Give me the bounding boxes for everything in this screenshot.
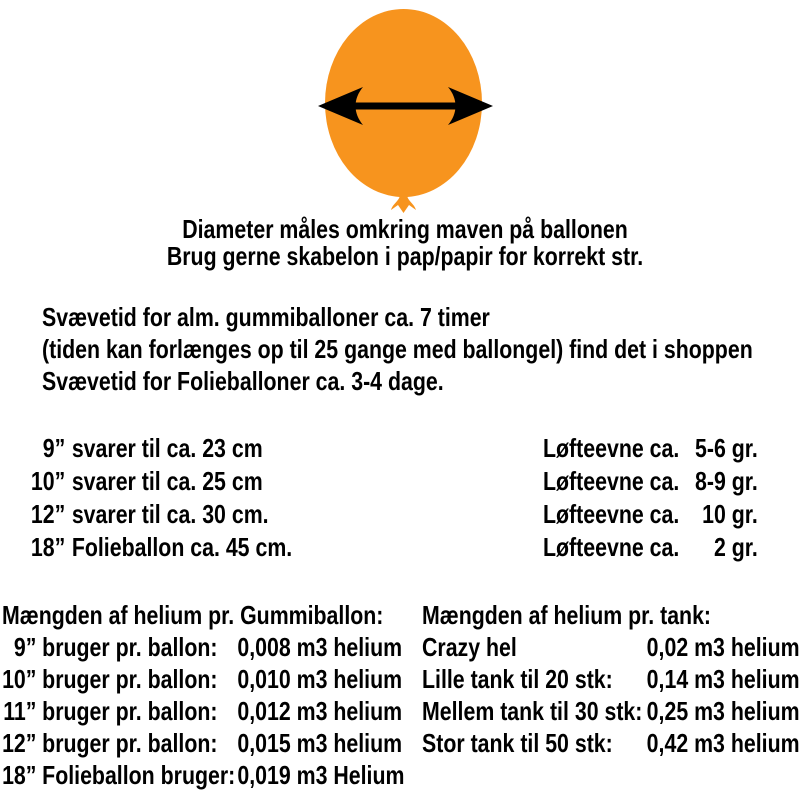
row-label: bruger pr. ballon:	[42, 696, 218, 726]
size-inch: 12”	[30, 499, 66, 529]
caption-line-1: Diameter måles omkring maven på ballonen	[182, 214, 628, 244]
table-row	[30, 531, 292, 564]
balloon-knot	[391, 194, 416, 213]
table-title: Mængden af helium pr. Gummiballon:	[2, 600, 384, 630]
row-label: Stor tank til 50 stk:	[422, 728, 613, 758]
lift-label: Løfteevne ca.	[543, 532, 680, 562]
size-text: svarer til ca. 25 cm	[71, 466, 263, 496]
balloon-caption	[77, 216, 733, 270]
lift-label: Løfteevne ca.	[543, 433, 680, 463]
float-info-line-1: Svævetid for alm. gummiballoner ca. 7 timer	[42, 302, 490, 332]
table-row	[30, 465, 292, 498]
lift-label: Løfteevne ca.	[543, 499, 680, 529]
size-inch: 9”	[42, 433, 66, 463]
row-value: 0,019 m3 Helium	[237, 760, 405, 790]
table-row	[543, 498, 758, 531]
balloon-graphic	[315, 5, 500, 215]
lift-value: 5-6 gr.	[695, 433, 758, 463]
table-row	[2, 631, 404, 663]
size-inch: 18”	[30, 532, 66, 562]
lift-value: 10 gr.	[702, 499, 758, 529]
float-time-info	[42, 301, 753, 397]
table-row	[2, 759, 404, 791]
row-label: Folieballon bruger:	[42, 760, 236, 790]
caption-line-2: Brug gerne skabelon i pap/papir for korrekt str.	[166, 241, 644, 271]
helium-per-balloon-table	[2, 599, 404, 791]
lift-capacity-table	[543, 432, 758, 564]
table-row	[2, 727, 404, 759]
row-label: bruger pr. ballon:	[42, 632, 218, 662]
row-value: 0,010 m3 helium	[237, 664, 403, 694]
table-row	[2, 663, 404, 695]
size-conversion-table	[30, 432, 292, 564]
size-text: Folieballon ca. 45 cm.	[71, 532, 293, 562]
row-value: 0,02 m3 helium	[646, 632, 800, 662]
row-value: 0,25 m3 helium	[646, 696, 800, 726]
balloon-inch: 12”	[2, 728, 37, 758]
lift-value: 2 gr.	[713, 532, 758, 562]
row-label: Crazy hel	[422, 632, 517, 662]
row-label: Lille tank til 20 stk:	[422, 664, 613, 694]
table-row	[422, 631, 800, 663]
row-value: 0,015 m3 helium	[237, 728, 403, 758]
lift-label: Løfteevne ca.	[543, 466, 680, 496]
row-label: bruger pr. ballon:	[42, 728, 218, 758]
helium-per-tank-table	[422, 599, 800, 759]
float-info-line-3: Svævetid for Folieballoner ca. 3-4 dage.	[42, 366, 444, 396]
lift-value: 8-9 gr.	[695, 466, 758, 496]
table-title: Mængden af helium pr. tank:	[422, 600, 712, 630]
table-row	[543, 465, 758, 498]
table-row	[422, 727, 800, 759]
size-inch: 10”	[30, 466, 66, 496]
balloon-inch: 10”	[2, 664, 37, 694]
table-row	[543, 432, 758, 465]
balloon-inch: 9”	[13, 632, 37, 662]
row-label: Mellem tank til 30 stk:	[422, 696, 643, 726]
row-value: 0,42 m3 helium	[646, 728, 800, 758]
size-text: svarer til ca. 30 cm.	[71, 499, 269, 529]
size-text: svarer til ca. 23 cm	[71, 433, 263, 463]
row-value: 0,012 m3 helium	[237, 696, 403, 726]
table-row	[30, 432, 292, 465]
float-info-line-2: (tiden kan forlænges op til 25 gange med ballongel) find det i shoppen	[42, 334, 753, 364]
row-value: 0,14 m3 helium	[646, 664, 800, 694]
table-row	[422, 663, 800, 695]
table-row	[543, 531, 758, 564]
balloon-inch: 18”	[2, 760, 37, 790]
row-label: bruger pr. ballon:	[42, 664, 218, 694]
row-value: 0,008 m3 helium	[237, 632, 403, 662]
table-row	[2, 695, 404, 727]
balloon-inch: 11”	[3, 696, 37, 726]
table-row	[30, 498, 292, 531]
table-row	[422, 695, 800, 727]
